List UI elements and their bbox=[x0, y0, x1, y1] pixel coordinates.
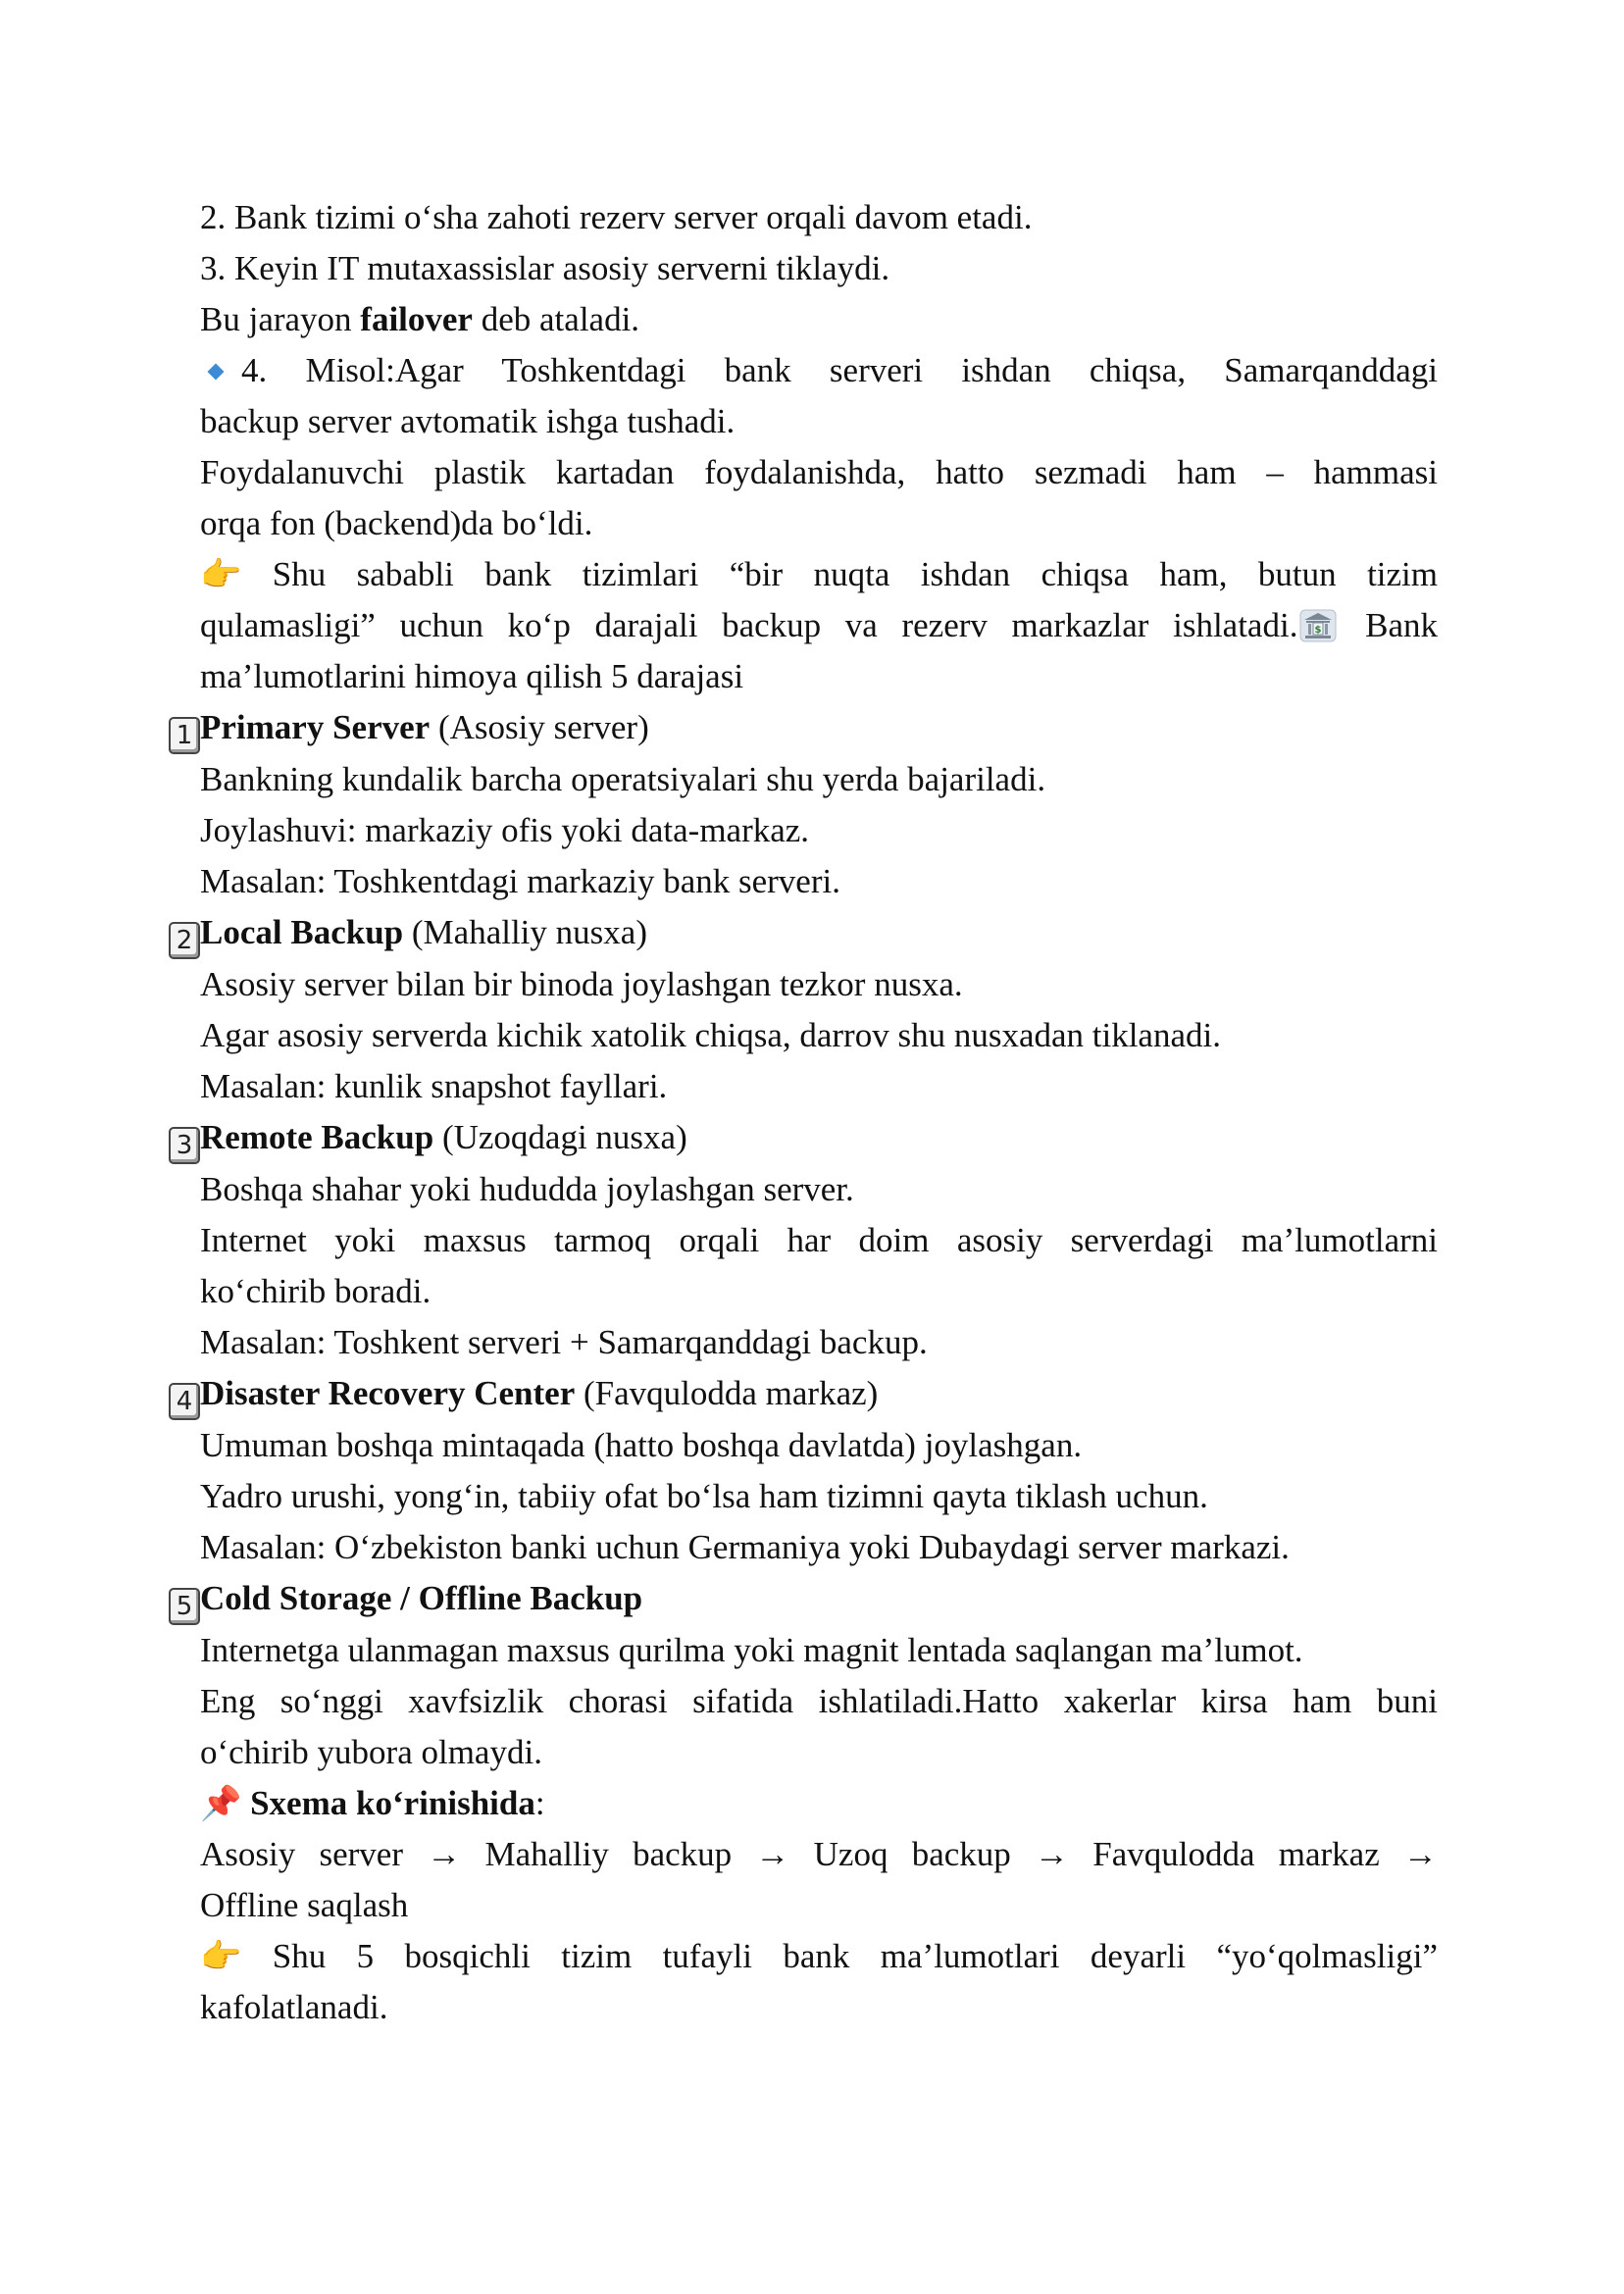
level-3-line: Masalan: Toshkent serveri + Samarqanddagi backup. bbox=[200, 1323, 928, 1361]
reason-line-1: 👉 Shu sababli bank tizimlari “bir nuqta ishdan chiqsa ham, butun tizim bbox=[200, 549, 1438, 600]
user-line-2: orqa fon (backend)da bo‘ldi. bbox=[200, 504, 593, 542]
reason-line-3: ma’lumotlarini himoya qilish 5 darajasi bbox=[200, 657, 744, 695]
bank-icon bbox=[1299, 606, 1337, 639]
keycap-5-icon: 5 bbox=[169, 1588, 200, 1625]
level-subtitle: (Asosiy server) bbox=[430, 708, 649, 746]
level-2-heading bbox=[169, 907, 1438, 959]
level-3-line: Boshqa shahar yoki hududda joylashgan server. bbox=[200, 1170, 854, 1208]
level-title: Disaster Recovery Center bbox=[200, 1374, 576, 1412]
blue-diamond-icon bbox=[208, 363, 225, 380]
step-3-text: 3. Keyin IT mutaxassislar asosiy serverni tiklaydi. bbox=[200, 249, 890, 287]
level-5-line: Eng so‘nggi xavfsizlik chorasi sifatida ishlatiladi.Hatto xakerlar kirsa ham buni bbox=[200, 1682, 1438, 1720]
step-2-text: 2. Bank tizimi o‘sha zahoti rezerv server orqali davom etadi. bbox=[200, 198, 1033, 236]
keycap-2-icon: 2 bbox=[169, 922, 200, 959]
level-2-line: Masalan: kunlik snapshot fayllari. bbox=[200, 1067, 668, 1105]
example-line-2: backup server avtomatik ishga tushadi. bbox=[200, 402, 736, 440]
level-1-heading bbox=[169, 702, 1438, 754]
level-subtitle: (Favqulodda markaz) bbox=[575, 1374, 879, 1412]
level-4-line: Umuman boshqa mintaqada (hatto boshqa davlatda) joylashgan. bbox=[200, 1426, 1083, 1464]
level-subtitle: (Mahalliy nusxa) bbox=[403, 913, 647, 951]
level-2-line: Asosiy server bilan bir binoda joylashgan tezkor nusxa. bbox=[200, 965, 963, 1003]
pushpin-icon: 📌 bbox=[200, 1784, 242, 1823]
scheme-title: Sxema ko‘rinishida bbox=[250, 1784, 535, 1822]
keycap-3-icon: 3 bbox=[169, 1127, 200, 1164]
level-1-line: Bankning kundalik barcha operatsiyalari shu yerda bajariladi. bbox=[200, 760, 1046, 798]
level-title: Local Backup bbox=[200, 913, 404, 951]
scheme-flow-line-1: Asosiy server → Mahalliy backup → Uzoq backup → Favqulodda markaz → bbox=[200, 1835, 1438, 1873]
level-5-line: Internetga ulanmagan maxsus qurilma yoki magnit lentada saqlangan ma’lumot. bbox=[200, 1631, 1303, 1669]
level-5-line: o‘chirib yubora olmaydi. bbox=[200, 1733, 542, 1771]
example-line-1: 4. Misol:Agar Toshkentdagi bank serveri ishdan chiqsa, Samarqanddagi bbox=[200, 345, 1438, 396]
level-1-line: Joylashuvi: markaziy ofis yoki data-markaz. bbox=[200, 811, 810, 849]
level-4-heading bbox=[169, 1368, 1438, 1420]
level-title: Primary Server bbox=[200, 708, 431, 746]
pointing-hand-icon: 👉 bbox=[200, 1937, 242, 1976]
keycap-4-icon: 4 bbox=[169, 1383, 200, 1420]
reason-line-2: qulamasligi” uchun ko‘p darajali backup va rezerv markazlar ishlatadi. $ Bank bbox=[200, 606, 1438, 644]
svg-text:$: $ bbox=[1314, 625, 1322, 636]
document-page bbox=[176, 192, 1438, 2033]
level-3-line: Internet yoki maxsus tarmoq orqali har doim asosiy serverdagi ma’lumotlarni bbox=[200, 1221, 1438, 1259]
scheme-heading: 📌 Sxema ko‘rinishida: bbox=[200, 1778, 1438, 1829]
conclusion-line-2: kafolatlanadi. bbox=[200, 1988, 388, 2026]
level-3-heading bbox=[169, 1112, 1438, 1164]
level-4-line: Yadro urushi, yong‘in, tabiiy ofat bo‘lsa ham tizimni qayta tiklash uchun. bbox=[200, 1477, 1208, 1515]
scheme-flow-line-2: Offline saqlash bbox=[200, 1886, 409, 1924]
level-5-heading bbox=[169, 1573, 1438, 1625]
level-title: Cold Storage / Offline Backup bbox=[200, 1579, 643, 1617]
user-line-1: Foydalanuvchi plastik kartadan foydalanishda, hatto sezmadi ham – hammasi bbox=[200, 453, 1438, 491]
keycap-1-icon: 1 bbox=[169, 717, 200, 754]
level-4-line: Masalan: O‘zbekiston banki uchun Germaniya yoki Dubaydagi server markazi. bbox=[200, 1528, 1290, 1566]
failover-term: failover bbox=[360, 300, 473, 338]
level-2-line: Agar asosiy serverda kichik xatolik chiqsa, darrov shu nusxadan tiklanadi. bbox=[200, 1016, 1221, 1054]
level-3-line: ko‘chirib boradi. bbox=[200, 1272, 431, 1310]
level-subtitle: (Uzoqdagi nusxa) bbox=[433, 1118, 687, 1156]
level-1-line: Masalan: Toshkentdagi markaziy bank serveri. bbox=[200, 862, 840, 900]
failover-definition: Bu jarayon failover deb ataladi. bbox=[200, 300, 640, 338]
conclusion-line-1: 👉 Shu 5 bosqichli tizim tufayli bank ma’lumotlari deyarli “yo‘qolmasligi” bbox=[200, 1931, 1438, 1982]
pointing-hand-icon: 👉 bbox=[200, 555, 242, 594]
level-title: Remote Backup bbox=[200, 1118, 434, 1156]
